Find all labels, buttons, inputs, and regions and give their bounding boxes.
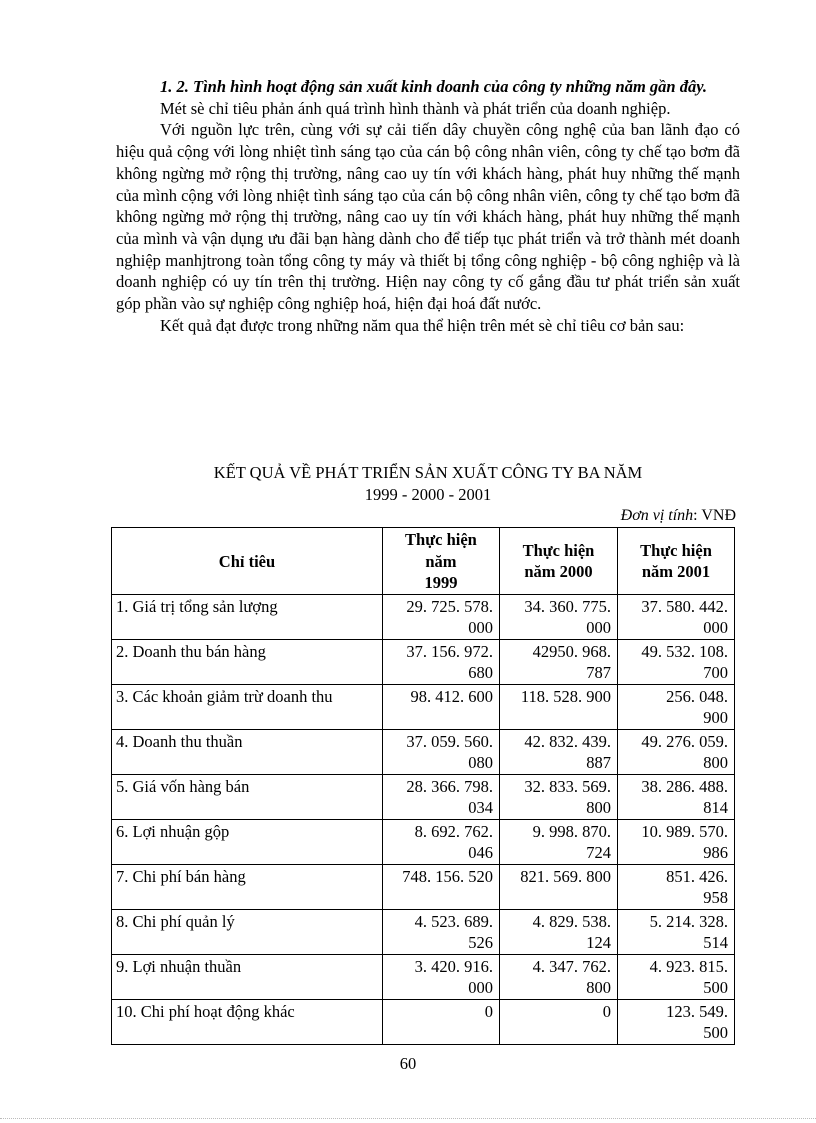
value-line: 5. 214. 328.	[649, 911, 728, 931]
value-1999	[382, 774, 499, 819]
value-line: 34. 360. 775.	[524, 596, 611, 616]
value-line: 034	[468, 798, 493, 817]
value-line: 32. 833. 569.	[524, 776, 611, 796]
value-2000	[499, 819, 617, 864]
value-line: 42. 832. 439.	[524, 731, 611, 751]
value-line: 680	[468, 663, 493, 682]
table-row	[112, 729, 735, 774]
row-label: 9. Lợi nhuận thuần	[112, 954, 383, 999]
section-body	[116, 76, 740, 336]
table-row	[112, 774, 735, 819]
value-line: 118. 528. 900	[520, 686, 611, 706]
table-row	[112, 999, 735, 1044]
value-1999	[382, 594, 499, 639]
value-line: 124	[586, 933, 611, 952]
value-line: 38. 286. 488.	[641, 776, 728, 796]
value-2001	[617, 864, 734, 909]
table-title	[116, 462, 740, 506]
row-label: 10. Chi phí hoạt động khác	[112, 999, 383, 1044]
results-table	[111, 527, 735, 1045]
value-line: 4. 523. 689.	[414, 911, 493, 931]
value-2001	[617, 639, 734, 684]
value-2001	[617, 819, 734, 864]
value-line: 123. 549.	[666, 1001, 728, 1021]
value-line: 500	[703, 1023, 728, 1042]
value-line: 000	[468, 978, 493, 997]
value-line: 514	[703, 933, 728, 952]
value-1999	[382, 819, 499, 864]
value-1999	[382, 909, 499, 954]
value-line: 500	[703, 978, 728, 997]
row-label: 5. Giá vốn hàng bán	[112, 774, 383, 819]
table-row	[112, 909, 735, 954]
page-bottom-divider	[0, 1118, 816, 1119]
header-1999-line3: 1999	[424, 573, 458, 592]
value-line: 986	[703, 843, 728, 862]
value-line: 37. 059. 560.	[406, 731, 493, 751]
value-1999	[382, 684, 499, 729]
value-2000	[499, 999, 617, 1044]
value-line: 37. 580. 442.	[641, 596, 728, 616]
value-line: 4. 923. 815.	[649, 956, 728, 976]
table-row	[112, 864, 735, 909]
value-line: 3. 420. 916.	[414, 956, 493, 976]
value-2000	[499, 594, 617, 639]
table-row	[112, 684, 735, 729]
value-line: 821. 569. 800	[520, 866, 611, 886]
header-2001-line2: năm 2001	[641, 562, 711, 582]
value-line: 000	[468, 618, 493, 637]
paragraph-2: Với nguồn lực trên, cùng với sự cải tiến dây chuyền công nghệ của ban lãnh đạo có hiệu quả cộng với lòng nhiệt tình sáng tạo của cán bộ công nhân viên, công ty chế tạo bơm đã không ngừng mở rộng thị trường, nâng cao uy tín với khách hàng, phát huy những thế mạnh của mình cộng với lòng nhiệt tình sáng tạo của cán bộ công nhân viên, công ty chế tạo bơm đã không ngừng mở rộng thị trường, nâng cao uy tín với khách hàng, phát huy những thế mạnh của mình và vận dụng ưu đãi bạn hàng dành cho để tiếp tục phát triển và trở thành mét doanh nghiệp manhjtrong toàn tổng công ty máy và thiết bị tổng công nghiệp - bộ công nghiệp và là doanh nghiệp có uy tín trên thị trường. Hiện nay công ty cố gắng đầu tư phát triển sản xuất góp phần vào sự nghiệp công nghiệp hoá, hiện đại hoá đất nước.	[116, 120, 740, 314]
value-line: 37. 156. 972.	[406, 641, 493, 661]
paragraph-1: Mét sè chỉ tiêu phản ánh quá trình hình thành và phát triển của doanh nghiệp.	[160, 98, 671, 118]
table-title-line1: KẾT QUẢ VỀ PHÁT TRIỂN SẢN XUẤT CÔNG TY BA NĂM	[213, 463, 643, 482]
page-number: 60	[399, 1054, 417, 1073]
value-line: 0	[602, 1001, 611, 1021]
value-line: 958	[703, 888, 728, 907]
table-row	[112, 639, 735, 684]
header-2001-line1: Thực hiện	[640, 540, 712, 560]
value-line: 0	[484, 1001, 493, 1021]
value-line: 526	[468, 933, 493, 952]
row-label: 7. Chi phí bán hàng	[112, 864, 383, 909]
table-row	[112, 594, 735, 639]
value-line: 000	[586, 618, 611, 637]
row-label: 4. Doanh thu thuần	[112, 729, 383, 774]
unit-note	[440, 507, 736, 525]
value-line: 4. 347. 762.	[532, 956, 611, 976]
value-2001	[617, 909, 734, 954]
value-1999	[382, 999, 499, 1044]
header-indicator-text: Chỉ tiêu	[218, 551, 276, 571]
value-line: 9. 998. 870.	[532, 821, 611, 841]
unit-value: : VNĐ	[693, 507, 736, 524]
row-label: 1. Giá trị tổng sản lượng	[112, 594, 383, 639]
value-line: 887	[586, 753, 611, 772]
value-2001	[617, 729, 734, 774]
header-2000-line1: Thực hiện	[522, 540, 595, 560]
table-row	[112, 954, 735, 999]
header-1999	[382, 528, 499, 595]
value-line: 900	[703, 708, 728, 727]
value-line: 000	[703, 618, 728, 637]
header-2000-line2: năm 2000	[524, 562, 593, 582]
value-line: 046	[468, 843, 493, 862]
value-2000	[499, 774, 617, 819]
value-2000	[499, 864, 617, 909]
value-1999	[382, 864, 499, 909]
row-label: 6. Lợi nhuận gộp	[112, 819, 383, 864]
table-header-row	[112, 528, 735, 595]
value-2001	[617, 774, 734, 819]
header-1999-line2: năm	[425, 551, 457, 571]
value-line: 800	[586, 978, 611, 997]
value-line: 98. 412. 600	[410, 686, 493, 706]
value-1999	[382, 639, 499, 684]
value-2000	[499, 684, 617, 729]
value-line: 800	[586, 798, 611, 817]
value-line: 49. 276. 059.	[641, 731, 728, 751]
value-1999	[382, 729, 499, 774]
value-line: 256. 048.	[666, 686, 728, 706]
value-2001	[617, 999, 734, 1044]
value-line: 49. 532. 108.	[641, 641, 728, 661]
value-line: 10. 989. 570.	[641, 821, 728, 841]
value-2000	[499, 909, 617, 954]
value-2000	[499, 639, 617, 684]
value-line: 8. 692. 762.	[414, 821, 493, 841]
header-1999-line1: Thực hiện	[405, 530, 477, 549]
header-2001	[617, 528, 734, 595]
value-2001	[617, 684, 734, 729]
value-2001	[617, 594, 734, 639]
value-line: 787	[586, 663, 611, 682]
unit-label: Đơn vị tính	[620, 507, 694, 524]
table-row	[112, 819, 735, 864]
value-line: 724	[586, 843, 611, 862]
value-line: 700	[703, 663, 728, 682]
section-heading: 1. 2. Tình hình hoạt động sản xuất kinh doanh của công ty những năm gần đây.	[160, 77, 708, 96]
header-2000	[499, 528, 617, 595]
row-label: 8. Chi phí quản lý	[112, 909, 383, 954]
value-line: 42950. 968.	[532, 641, 611, 661]
header-indicator	[112, 528, 383, 595]
value-line: 814	[703, 798, 728, 817]
table-title-line2: 1999 - 2000 - 2001	[364, 485, 492, 504]
value-2000	[499, 954, 617, 999]
row-label: 3. Các khoản giảm trừ doanh thu	[112, 684, 383, 729]
value-line: 748. 156. 520	[402, 866, 493, 886]
value-line: 851. 426.	[666, 866, 728, 886]
value-line: 4. 829. 538.	[532, 911, 611, 931]
value-line: 28. 366. 798.	[406, 776, 493, 796]
row-label: 2. Doanh thu bán hàng	[112, 639, 383, 684]
value-1999	[382, 954, 499, 999]
paragraph-3: Kết quả đạt được trong những năm qua thể hiện trên mét sè chỉ tiêu cơ bản sau:	[160, 315, 685, 335]
value-line: 29. 725. 578.	[406, 596, 493, 616]
value-line: 800	[703, 753, 728, 772]
value-2001	[617, 954, 734, 999]
value-2000	[499, 729, 617, 774]
value-line: 080	[468, 753, 493, 772]
